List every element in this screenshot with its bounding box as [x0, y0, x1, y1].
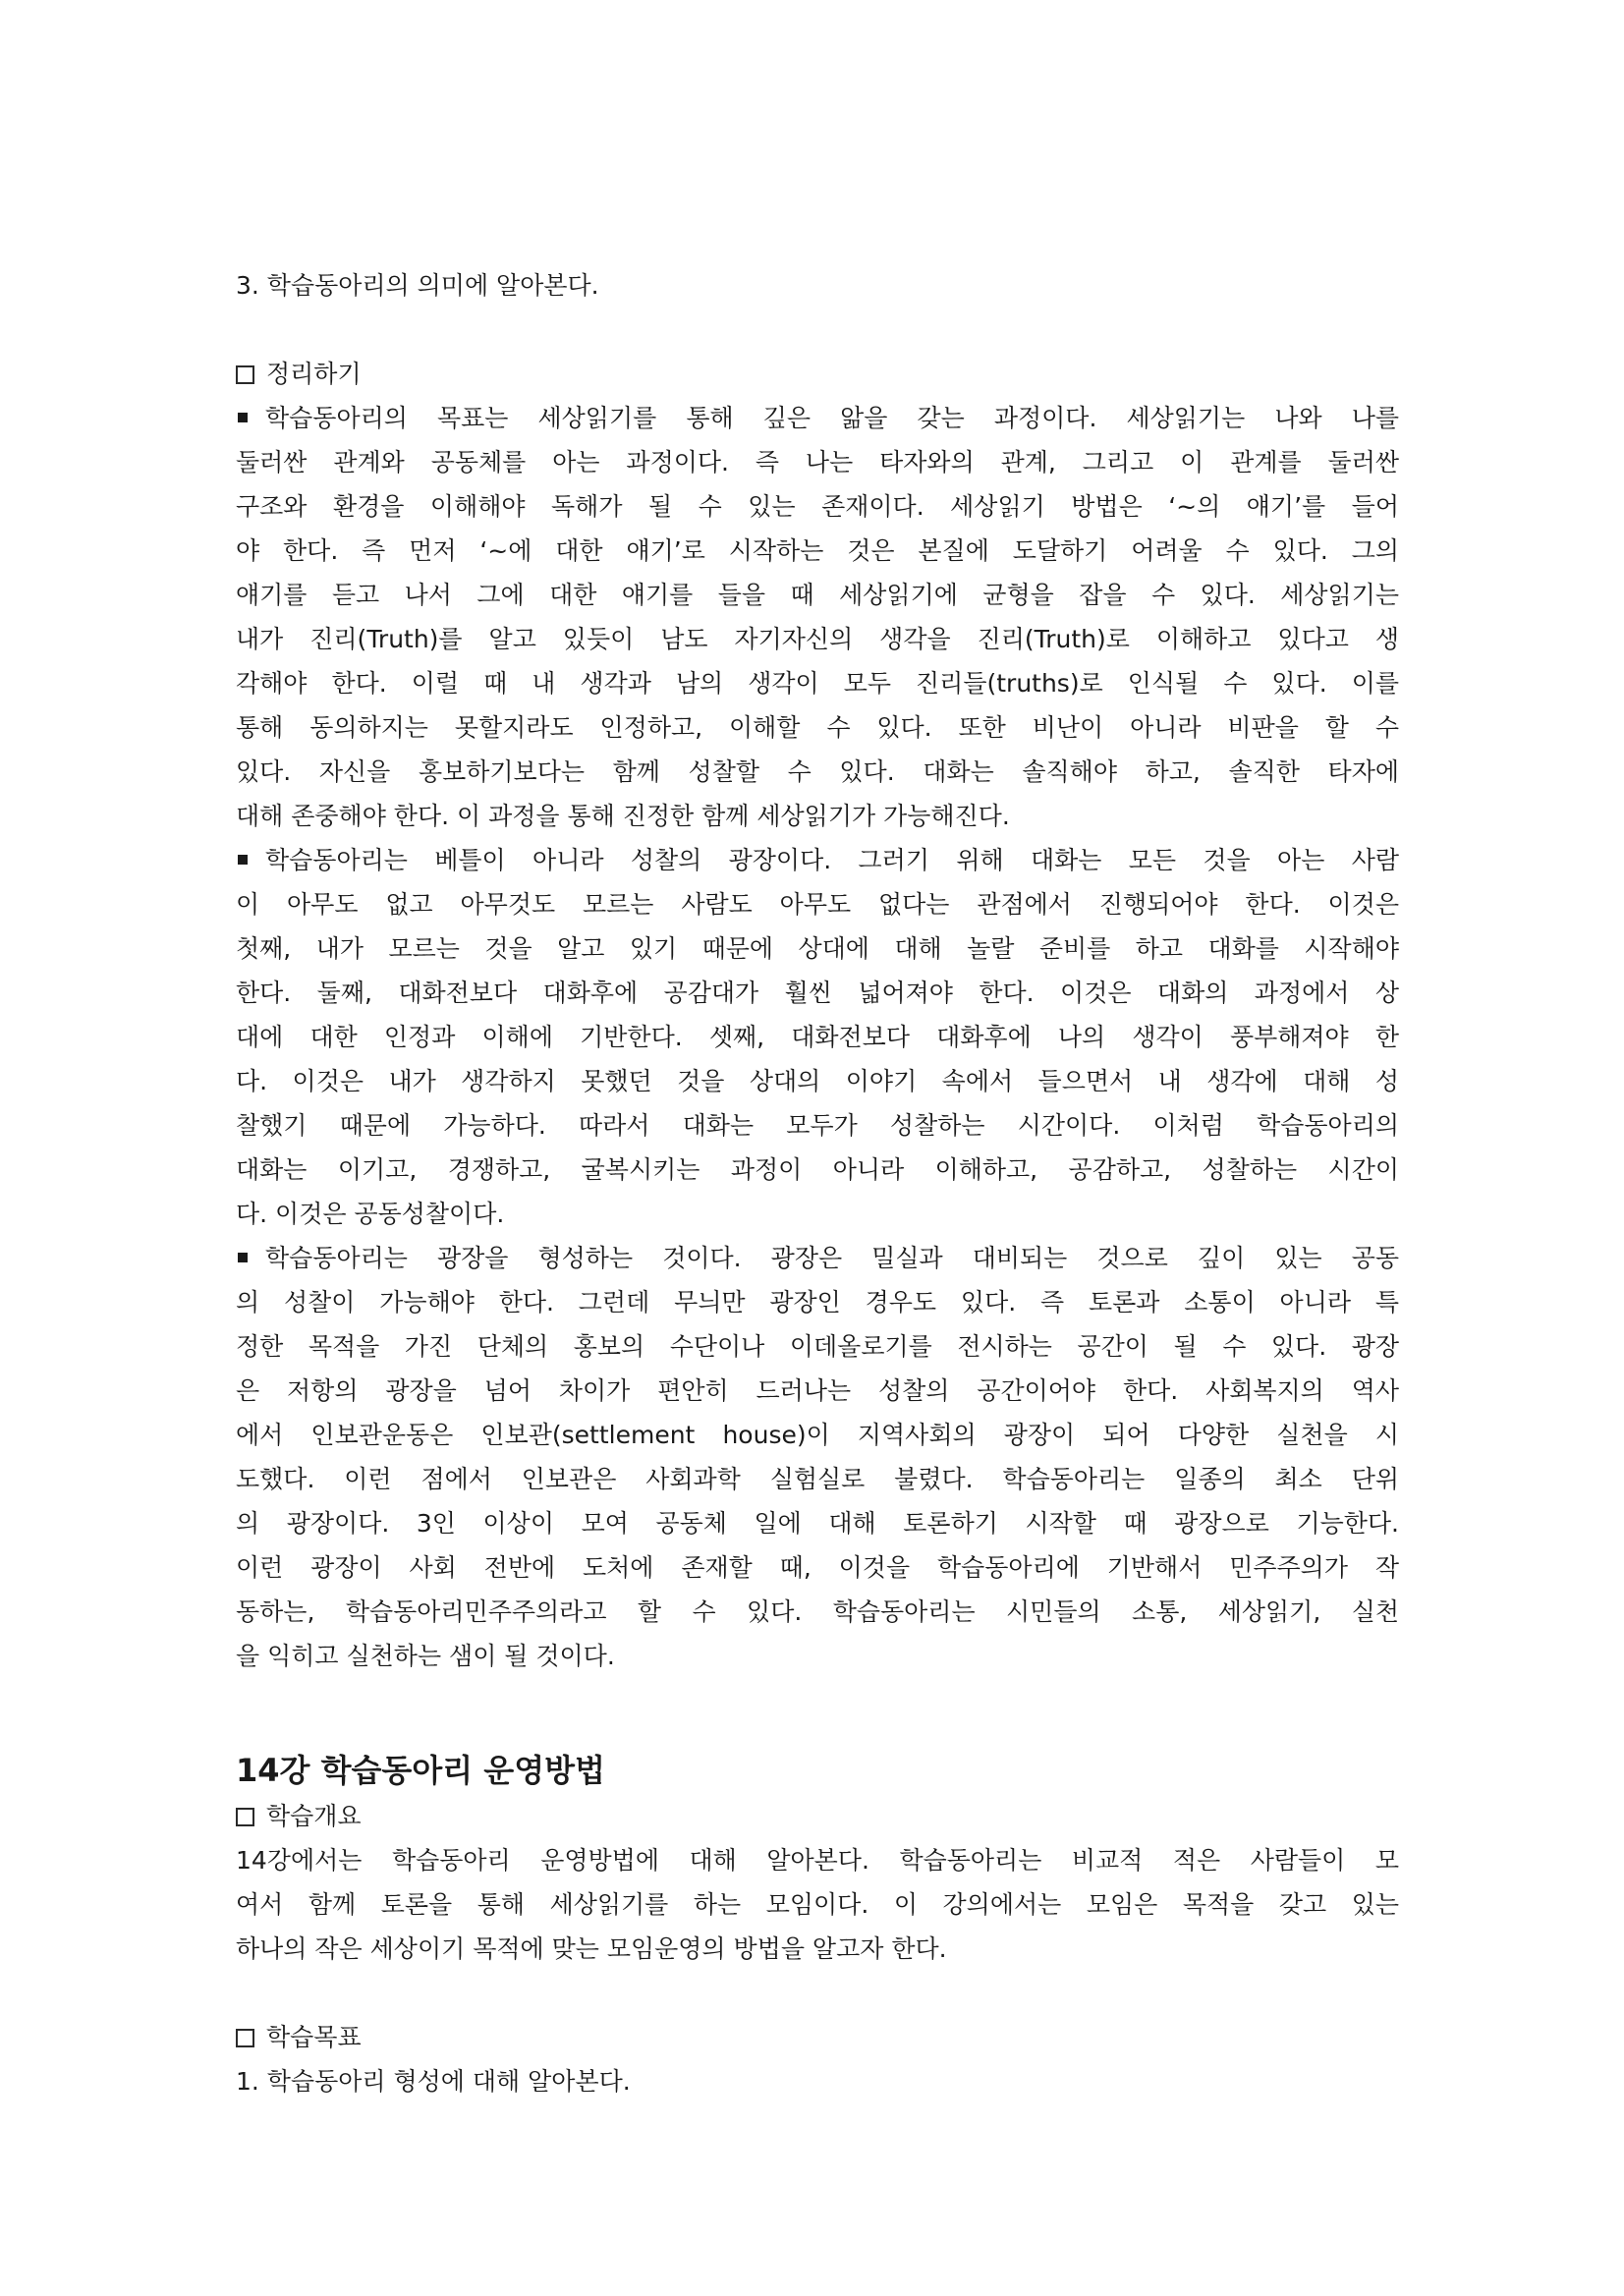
- summary-bullet-1: [236, 396, 1399, 838]
- paragraph-line: 학습동아리는 베틀이 아니라 성찰의 광장이다. 그러기 위해 대화는 모든 것을 아는 사람: [236, 838, 1399, 882]
- paragraph-line: 14강에서는 학습동아리 운영방법에 대해 알아본다. 학습동아리는 비교적 적은 사람들이 모: [236, 1846, 1399, 1875]
- paragraph-line: 정한 목적을 가진 단체의 홍보의 수단이나 이데올로기를 전시하는 공간이 될 수 있다. 광장: [236, 1332, 1399, 1361]
- paragraph-line: 대해 존중해야 한다. 이 과정을 통해 진정한 함께 세상읽기가 가능해진다.: [236, 802, 1010, 830]
- paragraph-line: 통해 동의하지는 못할지라도 인정하고, 이해할 수 있다. 또한 비난이 아니라 비판을 할 수: [236, 713, 1399, 742]
- overview-paragraph: [236, 1838, 1399, 1971]
- paragraph-line: 야 한다. 즉 먼저 ‘~에 대한 얘기’로 시작하는 것은 본질에 도달하기 어려울 수 있다. 그의: [236, 536, 1399, 565]
- spacer: [236, 1971, 1399, 2015]
- paragraph-line: 구조와 환경을 이해해야 독해가 될 수 있는 존재이다. 세상읽기 방법은 ‘~의 얘기’를 들어: [236, 492, 1399, 521]
- document-page: [236, 263, 1399, 2103]
- checkbox-square-icon: [236, 1808, 254, 1826]
- spacer: [236, 308, 1399, 352]
- overview-heading: [236, 1794, 1399, 1838]
- paragraph-line: 여서 함께 토론을 통해 세상읽기를 하는 모임이다. 이 강의에서는 모임은 목적을 갖고 있는: [236, 1890, 1399, 1919]
- paragraph-line: 다. 이것은 공동성찰이다.: [236, 1200, 505, 1228]
- spacer: [236, 1678, 1399, 1747]
- paragraph-line: 하나의 작은 세상이기 목적에 맞는 모임운영의 방법을 알고자 한다.: [236, 1934, 947, 1963]
- paragraph-line: 다. 이것은 내가 생각하지 못했던 것을 상대의 이야기 속에서 들으면서 내 생각에 대해 성: [236, 1067, 1399, 1095]
- checkbox-square-icon: [236, 365, 254, 384]
- paragraph-line: 학습동아리는 광장을 형성하는 것이다. 광장은 밀실과 대비되는 것으로 깊이 있는 공동: [236, 1236, 1399, 1280]
- paragraph-line: 있다. 자신을 홍보하기보다는 함께 성찰할 수 있다. 대화는 솔직해야 하고, 솔직한 타자에: [236, 757, 1399, 786]
- paragraph-line: 각해야 한다. 이럴 때 내 생각과 남의 생각이 모두 진리들(truths)로 인식될 수 있다. 이를: [236, 669, 1399, 698]
- summary-bullet-3: [236, 1236, 1399, 1678]
- paragraph-line: 의 성찰이 가능해야 한다. 그런데 무늬만 광장인 경우도 있다. 즉 토론과 소통이 아니라 특: [236, 1288, 1399, 1316]
- paragraph-line: 에서 인보관운동은 인보관(settlement house)이 지역사회의 광장이 되어 다양한 실천을 시: [236, 1421, 1399, 1449]
- paragraph-line: 내가 진리(Truth)를 알고 있듯이 남도 자기자신의 생각을 진리(Truth)로 이해하고 있다고 생: [236, 625, 1399, 653]
- paragraph-line: 의 광장이다. 3인 이상이 모여 공동체 일에 대해 토론하기 시작할 때 광장으로 기능한다.: [236, 1509, 1399, 1538]
- paragraph-line: 동하는, 학습동아리민주주의라고 할 수 있다. 학습동아리는 시민들의 소통, 세상읽기, 실천: [236, 1597, 1399, 1626]
- summary-title: 정리하기: [266, 360, 362, 388]
- paragraph-line: 은 저항의 광장을 넘어 차이가 편안히 드러나는 성찰의 공간이어야 한다. 사회복지의 역사: [236, 1376, 1399, 1405]
- paragraph-line: 을 익히고 실천하는 샘이 될 것이다.: [236, 1642, 615, 1670]
- lecture-title: 14강 학습동아리 운영방법: [236, 1752, 605, 1789]
- checkbox-square-icon: [236, 2029, 254, 2047]
- square-bullet-icon: [238, 855, 248, 865]
- paragraph-line: 이런 광장이 사회 전반에 도처에 존재할 때, 이것을 학습동아리에 기반해서 민주주의가 작: [236, 1553, 1399, 1582]
- paragraph-line: 대에 대한 인정과 이해에 기반한다. 셋째, 대화전보다 대화후에 나의 생각이 풍부해져야 한: [236, 1023, 1399, 1051]
- summary-heading: [236, 352, 1399, 396]
- paragraph-line: 둘러싼 관계와 공동체를 아는 과정이다. 즉 나는 타자와의 관계, 그리고 이 관계를 둘러싼: [236, 448, 1399, 476]
- paragraph-line: 대화는 이기고, 경쟁하고, 굴복시키는 과정이 아니라 이해하고, 공감하고, 성찰하는 시간이: [236, 1155, 1399, 1184]
- square-bullet-icon: [238, 413, 248, 422]
- paragraph-line: 도했다. 이런 점에서 인보관은 사회과학 실험실로 불렸다. 학습동아리는 일종의 최소 단위: [236, 1465, 1399, 1493]
- paragraph-line: 학습동아리의 목표는 세상읽기를 통해 깊은 앎을 갖는 과정이다. 세상읽기는 나와 나를: [236, 396, 1399, 440]
- square-bullet-icon: [238, 1253, 248, 1262]
- goals-title: 학습목표: [266, 2023, 362, 2051]
- summary-bullet-2: [236, 838, 1399, 1236]
- paragraph-line: 얘기를 듣고 나서 그에 대한 얘기를 들을 때 세상읽기에 균형을 잡을 수 있다. 세상읽기는: [236, 581, 1399, 609]
- goal-item-1: 1. 학습동아리 형성에 대해 알아본다.: [236, 2067, 631, 2096]
- paragraph-line: 이 아무도 없고 아무것도 모르는 사람도 아무도 없다는 관점에서 진행되어야 한다. 이것은: [236, 890, 1399, 919]
- paragraph-line: 첫째, 내가 모르는 것을 알고 있기 때문에 상대에 대해 놀랄 준비를 하고 대화를 시작해야: [236, 934, 1399, 963]
- paragraph-line: 한다. 둘째, 대화전보다 대화후에 공감대가 훨씬 넓어져야 한다. 이것은 대화의 과정에서 상: [236, 979, 1399, 1007]
- overview-title: 학습개요: [266, 1802, 362, 1830]
- paragraph-line: 찰했기 때문에 가능하다. 따라서 대화는 모두가 성찰하는 시간이다. 이처럼 학습동아리의: [236, 1111, 1399, 1140]
- objective-item-3: 3. 학습동아리의 의미에 알아본다.: [236, 271, 599, 300]
- goals-heading: [236, 2015, 1399, 2059]
